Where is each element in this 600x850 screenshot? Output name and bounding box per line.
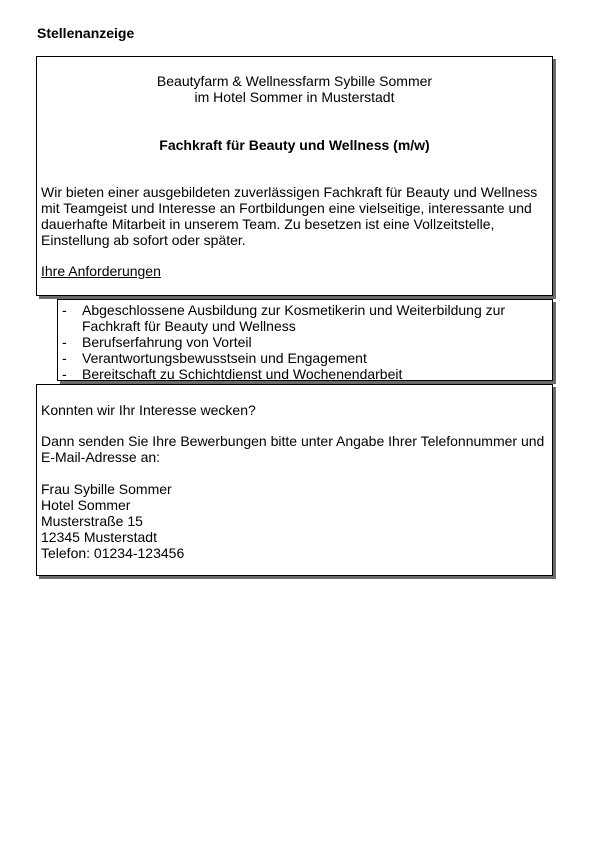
list-item: [58, 350, 552, 366]
list-bullet: -: [62, 366, 67, 382]
company-name: Beautyfarm & Wellnessfarm Sybille Sommer: [156, 73, 433, 89]
requirements-box: [57, 299, 553, 381]
requirements-heading: Ihre Anforderungen: [41, 263, 161, 279]
list-item: [58, 302, 552, 334]
contact-instruction: Dann senden Sie Ihre Bewerbungen bitte unter Angabe Ihrer Telefonnummer und E-Mail-Adresse an:: [41, 433, 545, 465]
company-location: im Hotel Sommer in Musterstadt: [194, 89, 395, 105]
job-intro-text: Wir bieten einer ausgebildeten zuverlässigen Fachkraft für Beauty und Wellness mit Teamgeist und Interesse an Fortbildungen eine vielseitige, interessante und dauerhafte Mitarbeit in unserem Team. Zu besetzen ist eine Vollzeitstelle, Einstellung ab sofort oder später.: [41, 184, 538, 248]
page-heading: Stellenanzeige: [37, 25, 135, 41]
contact-name: Frau Sybille Sommer: [41, 481, 172, 497]
contact-question: Konnten wir Ihr Interesse wecken?: [41, 402, 256, 418]
job-title: Fachkraft für Beauty und Wellness (m/w): [159, 137, 430, 153]
contact-street: Musterstraße 15: [41, 513, 143, 529]
contact-city: 12345 Musterstadt: [41, 529, 157, 545]
requirement-text: Berufserfahrung von Vorteil: [82, 334, 252, 350]
contact-phone: Telefon: 01234-123456: [41, 545, 185, 561]
list-item: [58, 334, 552, 350]
requirement-text: Verantwortungsbewusstsein und Engagement: [82, 350, 367, 366]
list-bullet: -: [62, 350, 67, 366]
contact-box: [36, 384, 553, 576]
contact-hotel: Hotel Sommer: [41, 497, 131, 513]
requirement-text: Abgeschlossene Ausbildung zur Kosmetikerin und Weiterbildung zur Fachkraft für Beauty und Wellness: [82, 302, 506, 334]
list-item: [58, 366, 552, 382]
list-bullet: -: [62, 334, 67, 350]
requirement-text: Bereitschaft zu Schichtdienst und Wochenendarbeit: [82, 366, 403, 382]
job-ad-header-box: [36, 56, 553, 296]
requirements-list: [58, 302, 552, 382]
list-bullet: -: [62, 302, 67, 318]
